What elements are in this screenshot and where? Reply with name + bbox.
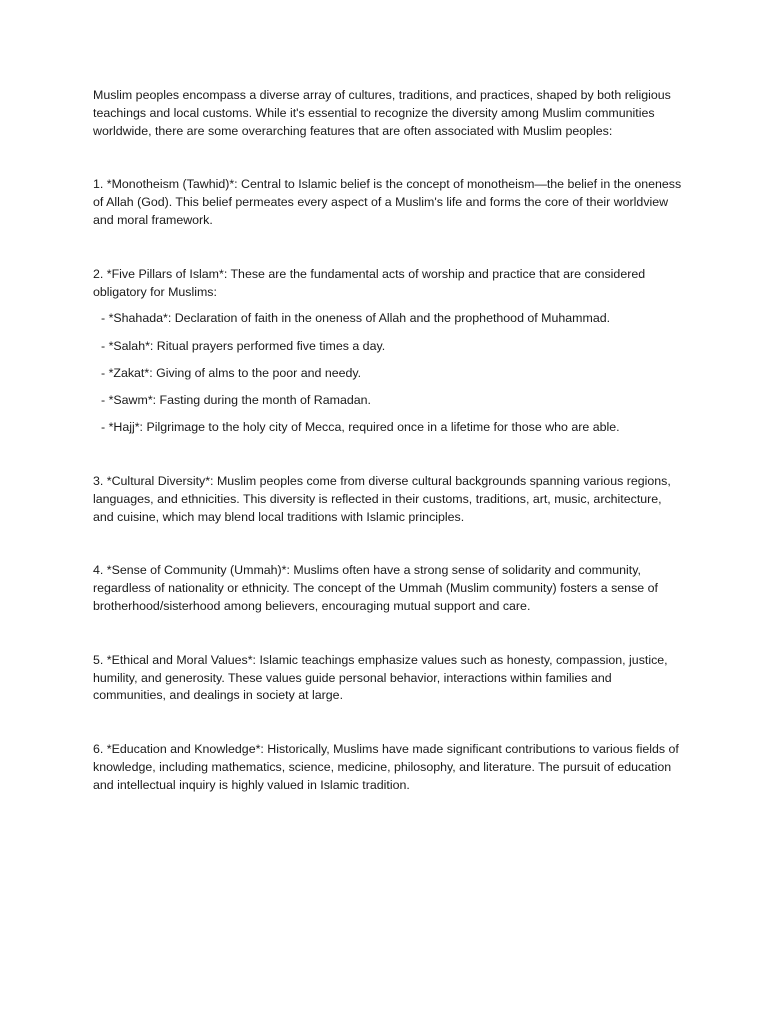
paragraph-spacer [93, 437, 683, 473]
document-body [93, 87, 683, 794]
intro-paragraph: Muslim peoples encompass a diverse array of cultures, traditions, and practices, shaped by both religious teachings and local customs. While it's essential to recognize the diversity among Muslim communities worldwide, there are some overarching features that are often associated with Muslim peoples: [93, 88, 671, 138]
point-cultural-diversity: 3. *Cultural Diversity*: Muslim peoples come from diverse cultural backgrounds spanning various regions, languages, and ethnicities. This diversity is reflected in their customs, traditions, art, music, architecture, and cuisine, which may blend local traditions with Islamic principles. [93, 473, 671, 524]
list-item-shahada: - *Shahada*: Declaration of faith in the oneness of Allah and the prophethood of Muhammad. [101, 311, 611, 326]
point-five-pillars [93, 266, 683, 437]
point-ethical-values: 5. *Ethical and Moral Values*: Islamic teachings emphasize values such as honesty, compassion, justice, humility, and generosity. These values guide personal behavior, interactions within families and communities, and dealings in society at large. [93, 652, 668, 703]
list-item-salah: - *Salah*: Ritual prayers performed five times a day. [101, 338, 386, 353]
list-item-zakat: - *Zakat*: Giving of alms to the poor and needy. [101, 365, 362, 380]
point-education: 6. *Education and Knowledge*: Historically, Muslims have made significant contributions to various fields of knowledge, including mathematics, science, medicine, philosophy, and literature. The pursuit of education and intellectual inquiry is highly valued in Islamic tradition. [93, 742, 679, 792]
five-pillars-list [93, 310, 683, 437]
paragraph-spacer [93, 140, 683, 176]
list-item-hajj: - *Hajj*: Pilgrimage to the holy city of Mecca, required once in a lifetime for those who are able. [101, 420, 620, 435]
point-monotheism: 1. *Monotheism (Tawhid)*: Central to Islamic belief is the concept of monotheism—the belief in the oneness of Allah (God). This belief permeates every aspect of a Muslim's life and forms the core of their worldview and moral framework. [93, 177, 682, 227]
paragraph-spacer [93, 705, 683, 741]
paragraph-spacer [93, 616, 683, 652]
paragraph-spacer [93, 526, 683, 562]
list-item-sawm: - *Sawm*: Fasting during the month of Ramadan. [101, 392, 371, 407]
point-sense-of-community: 4. *Sense of Community (Ummah)*: Muslims often have a strong sense of solidarity and community, regardless of nationality or ethnicity. The concept of the Ummah (Muslim community) fosters a sense of brotherhood/sisterhood among believers, encouraging mutual support and care. [93, 563, 658, 613]
paragraph-spacer [93, 230, 683, 266]
five-pillars-intro: 2. *Five Pillars of Islam*: These are the fundamental acts of worship and practice that are considered obligatory for Muslims: [93, 266, 646, 299]
